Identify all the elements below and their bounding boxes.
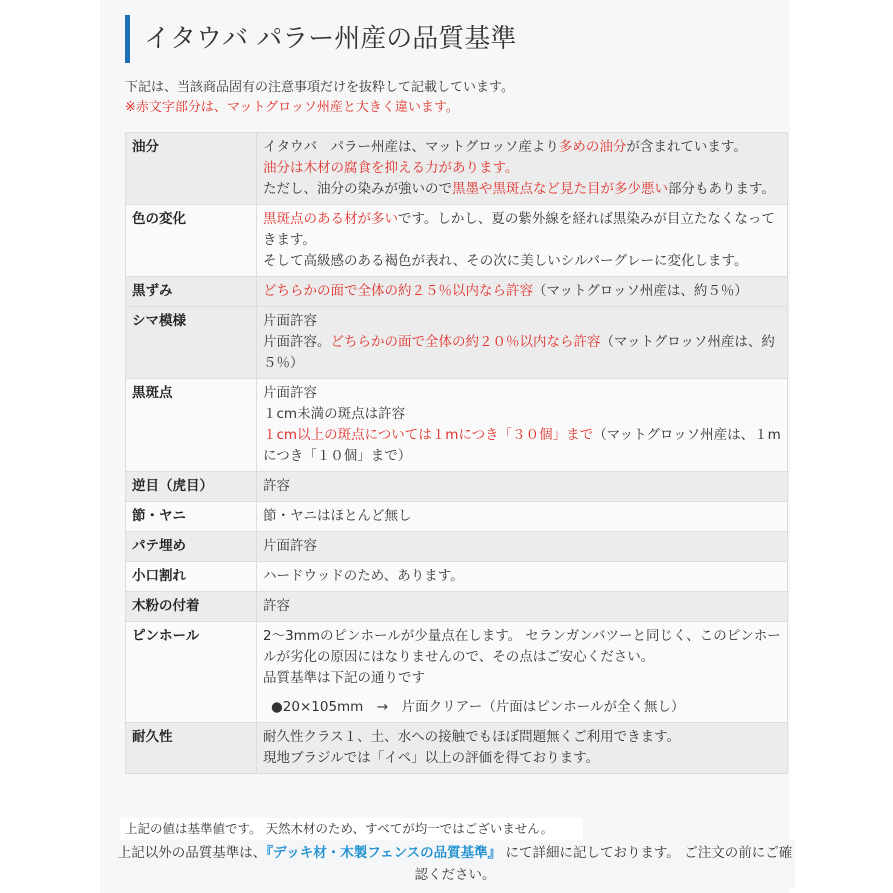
value-text: 片面許容 (263, 385, 317, 401)
value-text: 部分もあります。 (668, 181, 775, 197)
table-row (126, 277, 788, 307)
value-line (263, 332, 781, 374)
value-text: 許容 (263, 478, 290, 494)
value-line (263, 383, 781, 404)
value-text: ●20×105mm → 片面クリアー（片面はピンホールが全く無し） (271, 699, 685, 715)
row-value (257, 502, 788, 532)
value-line (263, 251, 781, 272)
value-text: （マットグロッソ州産は、１mにつき「１０個」まで） (263, 427, 781, 464)
row-label: 油分 (126, 133, 257, 205)
page-title: イタウバ パラー州産の品質基準 (125, 15, 516, 63)
table-row (126, 307, 788, 379)
row-value (257, 622, 788, 723)
value-line (263, 506, 781, 527)
highlight-text: 油分は木材の腐食を抑える力があります。 (263, 160, 519, 176)
row-label: 耐久性 (126, 723, 257, 774)
row-value (257, 562, 788, 592)
quality-table (125, 132, 788, 774)
table-row (126, 472, 788, 502)
table-row (126, 562, 788, 592)
value-text: 片面許容 (263, 313, 317, 329)
value-text: 許容 (263, 598, 290, 614)
intro (125, 78, 514, 118)
table-row (126, 532, 788, 562)
row-value (257, 472, 788, 502)
table-row (126, 205, 788, 277)
row-value (257, 723, 788, 774)
value-text: ただし、油分の染みが強いので (263, 181, 452, 197)
value-text: 節・ヤニはほとんど無し (263, 508, 412, 524)
row-label: 色の変化 (126, 205, 257, 277)
highlight-text: １cm以上の斑点については１mにつき「３０個」まで (263, 427, 594, 443)
value-text: 片面許容。 (263, 334, 331, 350)
row-label: 木粉の付着 (126, 592, 257, 622)
table-row (126, 502, 788, 532)
value-line (263, 626, 781, 668)
row-value (257, 133, 788, 205)
row-label: 逆目（虎目） (126, 472, 257, 502)
highlight-text: 多めの油分 (558, 139, 627, 155)
row-label: 小口割れ (126, 562, 257, 592)
footer-note: 上記の値は基準値です。 天然木材のため、すべてが均一ではございません。 (120, 818, 583, 840)
highlight-text: どちらかの面で全体の約２５％以内なら許容 (263, 283, 533, 299)
value-text: （マットグロッソ州産は、約５％） (533, 283, 748, 299)
value-line (263, 281, 781, 302)
row-value (257, 379, 788, 472)
value-line (263, 566, 781, 587)
value-line (263, 404, 781, 425)
row-label: シマ模様 (126, 307, 257, 379)
footer-other-standards (115, 840, 795, 888)
footer-suffix: にて詳細に記しております。 ご注文の前にご確認ください。 (414, 845, 793, 883)
value-text: です。しかし、夏の紫外線を経れば黒染みが目立たなくなってきます。 (263, 211, 775, 248)
row-value (257, 205, 788, 277)
value-line (263, 425, 781, 467)
value-text: 2～3mmのピンホールが少量点在します。 セランガンバツーと同じく、このピンホールが劣化の原因にはなりませんので、その点はご安心ください。 (263, 628, 781, 665)
value-text: ハードウッドのため、あります。 (263, 568, 464, 584)
row-label: パテ埋め (126, 532, 257, 562)
table-row (126, 133, 788, 205)
value-line (263, 536, 781, 557)
quality-standards-link[interactable]: 『デッキ材・木製フェンスの品質基準』 (266, 845, 502, 861)
table-row (126, 723, 788, 774)
row-value (257, 592, 788, 622)
row-label: 黒斑点 (126, 379, 257, 472)
row-value (257, 532, 788, 562)
value-line (263, 158, 781, 179)
value-line (263, 596, 781, 617)
value-text: （マットグロッソ州産は、約５％） (263, 334, 775, 371)
highlight-text: 黒斑点のある材が多い (263, 211, 398, 227)
value-text: 耐久性クラス１、土、水への接触でもほぼ問題無くご利用できます。 (263, 729, 681, 745)
row-label: 黒ずみ (126, 277, 257, 307)
value-text: １cm未満の斑点は許容 (263, 406, 406, 422)
value-line (263, 137, 781, 158)
value-text: 現地ブラジルでは「イペ」以上の評価を得ております。 (263, 750, 600, 766)
value-line (263, 476, 781, 497)
row-label: 節・ヤニ (126, 502, 257, 532)
value-line (271, 697, 781, 718)
row-value (257, 307, 788, 379)
value-line (263, 209, 781, 251)
value-line (263, 311, 781, 332)
highlight-text: どちらかの面で全体の約２０％以内なら許容 (330, 334, 601, 350)
table-row (126, 622, 788, 723)
value-text: そして高級感のある褐色が表れ、その次に美しいシルバーグレーに変化します。 (263, 253, 748, 269)
highlight-text: 黒墨や黒斑点など見た目が多少悪い (452, 181, 668, 197)
value-line (263, 727, 781, 748)
value-line (263, 179, 781, 200)
intro-note-red: ※赤文字部分は、マットグロッソ州産と大きく違います。 (125, 100, 459, 115)
value-text: が含まれています。 (626, 139, 747, 155)
row-label: ピンホール (126, 622, 257, 723)
value-text: 品質基準は下記の通りです (263, 670, 425, 686)
table-row (126, 379, 788, 472)
footer-prefix: 上記以外の品質基準は、 (117, 845, 267, 861)
value-line (263, 668, 781, 689)
row-value (257, 277, 788, 307)
value-line (263, 748, 781, 769)
table-row (126, 592, 788, 622)
value-text: 片面許容 (263, 538, 317, 554)
value-text: イタウバ パラー州産は、マットグロッソ産より (263, 139, 559, 155)
intro-text: 下記は、当該商品固有の注意事項だけを抜粋して記載しています。 (125, 80, 514, 95)
